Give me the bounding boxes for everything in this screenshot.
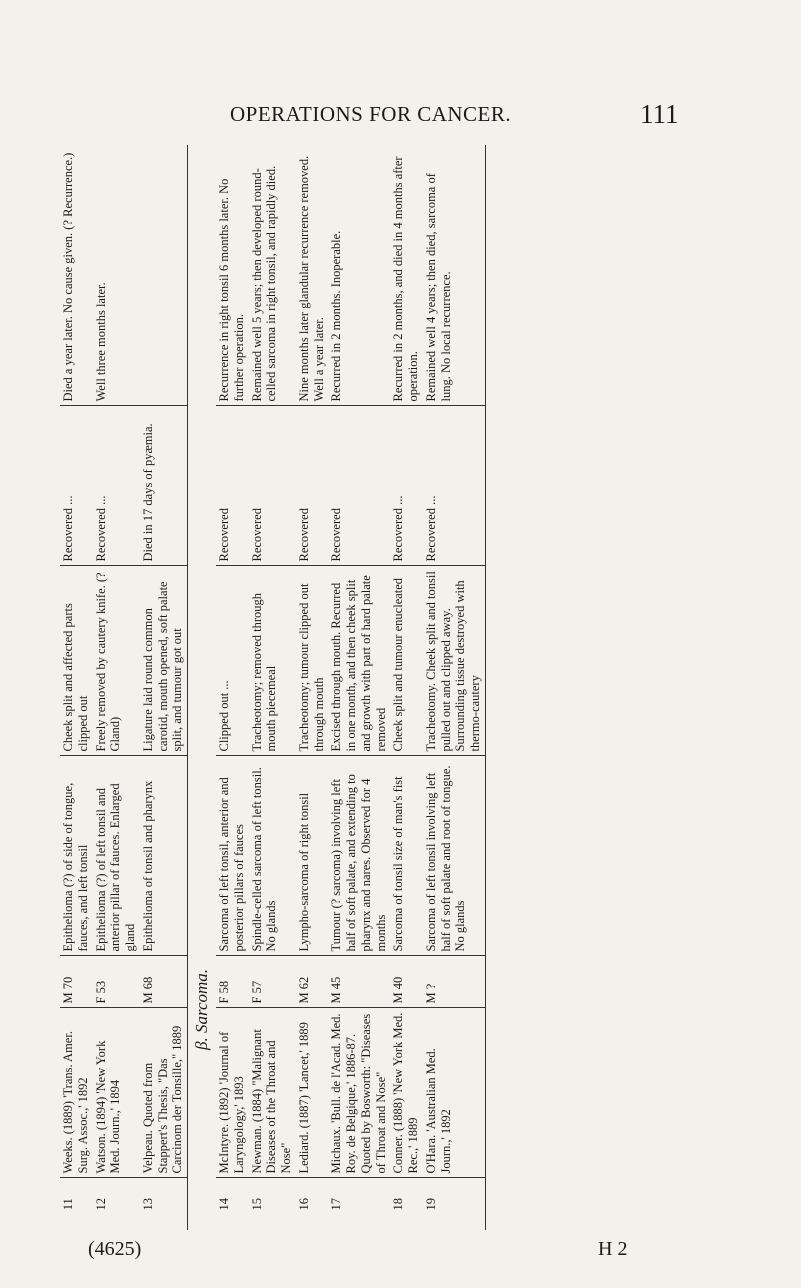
case-disease: Spindle-celled sarcoma of left tonsil. No glands: [249, 756, 296, 956]
case-disease: Epithelioma (?) of left tonsil and anterior pillar of fauces. Enlarged gland: [93, 756, 140, 956]
case-result: Died in 17 days of pyæmia.: [140, 406, 188, 566]
case-source: Conner. (1888) 'New York Med. Rec.,' 1889: [390, 1008, 423, 1178]
case-after-history: Remained well 5 years; then developed round-celled sarcoma in right tonsil, and rapidly died.: [249, 145, 296, 406]
running-title: OPERATIONS FOR CANCER.: [230, 102, 512, 126]
case-sex-age: M 40: [390, 956, 423, 1008]
case-sex-age: F 57: [249, 956, 296, 1008]
table-row: [296, 145, 329, 1230]
table-row: [328, 145, 390, 1230]
case-sex-age: F 53: [93, 956, 140, 1008]
case-source: Velpeau. Quoted from Stappert's Thesis, "Das Carcinom der Tonsille," 1889: [140, 1008, 188, 1178]
table-row: [249, 145, 296, 1230]
case-after-history: Recurred in 2 months, and died in 4 months after operation.: [390, 145, 423, 406]
case-operation: Tracheotomy. Cheek split and tonsil pulled out and clipped away. Surrounding tissue destroyed with thermo-cautery: [423, 566, 486, 756]
case-source: O'Hara. 'Australian Med. Journ.,' 1892: [423, 1008, 486, 1178]
case-number: 19: [423, 1178, 486, 1230]
case-number: 14: [217, 1198, 232, 1211]
case-operation: Clipped out ...: [216, 566, 249, 756]
signature-mark: (4625): [88, 1238, 142, 1260]
section-heading: β. Sarcoma.: [192, 968, 211, 1050]
table-row: [423, 145, 486, 1230]
case-number: 11: [61, 1198, 75, 1211]
case-result: Recovered ...: [60, 406, 93, 566]
case-after-history: Recurred in 2 months. Inoperable.: [328, 145, 390, 406]
case-number: 13: [140, 1178, 188, 1230]
table-row: [216, 145, 249, 1230]
case-result: Recovered ...: [93, 406, 140, 566]
section-row-group: [188, 145, 217, 1230]
table-row: [93, 145, 140, 1230]
case-after-history: Recurrence in right tonsil 6 months later. No further operation.: [216, 145, 249, 406]
case-number: 16: [296, 1198, 311, 1211]
page-number: 111: [640, 99, 679, 129]
case-result: Recovered: [249, 406, 296, 566]
case-source: Newman. (1884) "Malignant Diseases of the Throat and Nose": [249, 1008, 296, 1178]
rotated-table: [60, 145, 700, 1230]
sarcoma-rows: [216, 145, 485, 1230]
rotated-table-area: [60, 145, 700, 1230]
cases-table: [60, 145, 486, 1230]
case-result: Recovered: [328, 406, 390, 566]
case-after-history: [140, 145, 188, 406]
case-operation: Excised through mouth. Recurred in one month, and then cheek split and growth with part of hard palate removed: [328, 566, 390, 756]
case-disease: Tumour (? sarcoma) involving left half of soft palate, and extending to pharynx and nares. Observed for 4 months: [328, 756, 390, 956]
case-number: 15: [249, 1198, 264, 1211]
case-operation: Freely removed by cautery knife. (? Gland): [93, 566, 140, 756]
table-row: [390, 145, 423, 1230]
case-source: Michaux. 'Bull. de l'Acad. Med. Roy. de Belgique,' 1886-87. Quoted by Bosworth: "Diseases of Throat and Nose": [328, 1008, 390, 1178]
case-source: Lediard. (1887) 'Lancet,' 1889: [296, 1008, 329, 1178]
case-disease: Lympho-sarcoma of right tonsil: [296, 756, 329, 956]
case-operation: Tracheotomy; removed through mouth piecemeal: [249, 566, 296, 756]
case-source: Watson. (1894) 'New York Med. Journ.,' 1894: [93, 1008, 140, 1178]
case-result: Recovered: [216, 406, 249, 566]
case-sex-age: F 58: [216, 956, 249, 1008]
case-disease: Sarcoma of left tonsil involving left half of soft palate and root of tongue. No glands: [423, 756, 486, 956]
case-after-history: Died a year later. No cause given. (? Recurrence.): [60, 145, 93, 406]
case-sex-age: M ?: [423, 956, 486, 1008]
case-after-history: Nine months later glandular recurrence removed. Well a year later.: [296, 145, 329, 406]
case-sex-age: M 62: [296, 956, 329, 1008]
case-number: 17: [329, 1198, 344, 1211]
case-operation: Ligature laid round common carotid, mouth opened, soft palate split, and tumour got out: [140, 566, 188, 756]
case-result: Recovered: [296, 406, 329, 566]
case-disease: Epithelioma (?) of side of tongue, fauces, and left tonsil: [60, 756, 93, 956]
case-after-history: Remained well 4 years; then died, sarcoma of lung. No local recurrence.: [423, 145, 486, 406]
case-after-history: Well three months later.: [93, 145, 140, 406]
case-operation: Cheek split and affected parts clipped out: [60, 566, 93, 756]
case-result: Recovered ...: [390, 406, 423, 566]
case-disease: Sarcoma of left tonsil, anterior and posterior pillars of fauces: [216, 756, 249, 956]
case-operation: Cheek split and tumour enucleated: [390, 566, 423, 756]
case-source: McIntyre. (1892) 'Journal of Laryngology,' 1893: [216, 1008, 249, 1178]
table-row: [140, 145, 188, 1230]
case-disease: Sarcoma of tonsil size of man's fist: [390, 756, 423, 956]
carcinoma-rows: [60, 145, 188, 1230]
case-number: 18: [391, 1198, 406, 1211]
table-row: [60, 145, 93, 1230]
case-result: Recovered ...: [423, 406, 486, 566]
case-sex-age: M 70: [60, 956, 93, 1008]
case-source: Weeks. (1889) 'Trans. Amer. Surg. Assoc.,' 1892: [60, 1008, 93, 1178]
sheet-mark: H 2: [598, 1238, 628, 1260]
case-disease: Epithelioma of tonsil and pharynx: [140, 756, 188, 956]
case-operation: Tracheotomy; tumour clipped out through mouth: [296, 566, 329, 756]
case-sex-age: M 68: [140, 956, 188, 1008]
case-sex-age: M 45: [328, 956, 390, 1008]
case-number: 12: [93, 1198, 108, 1211]
page-header: [0, 96, 801, 136]
